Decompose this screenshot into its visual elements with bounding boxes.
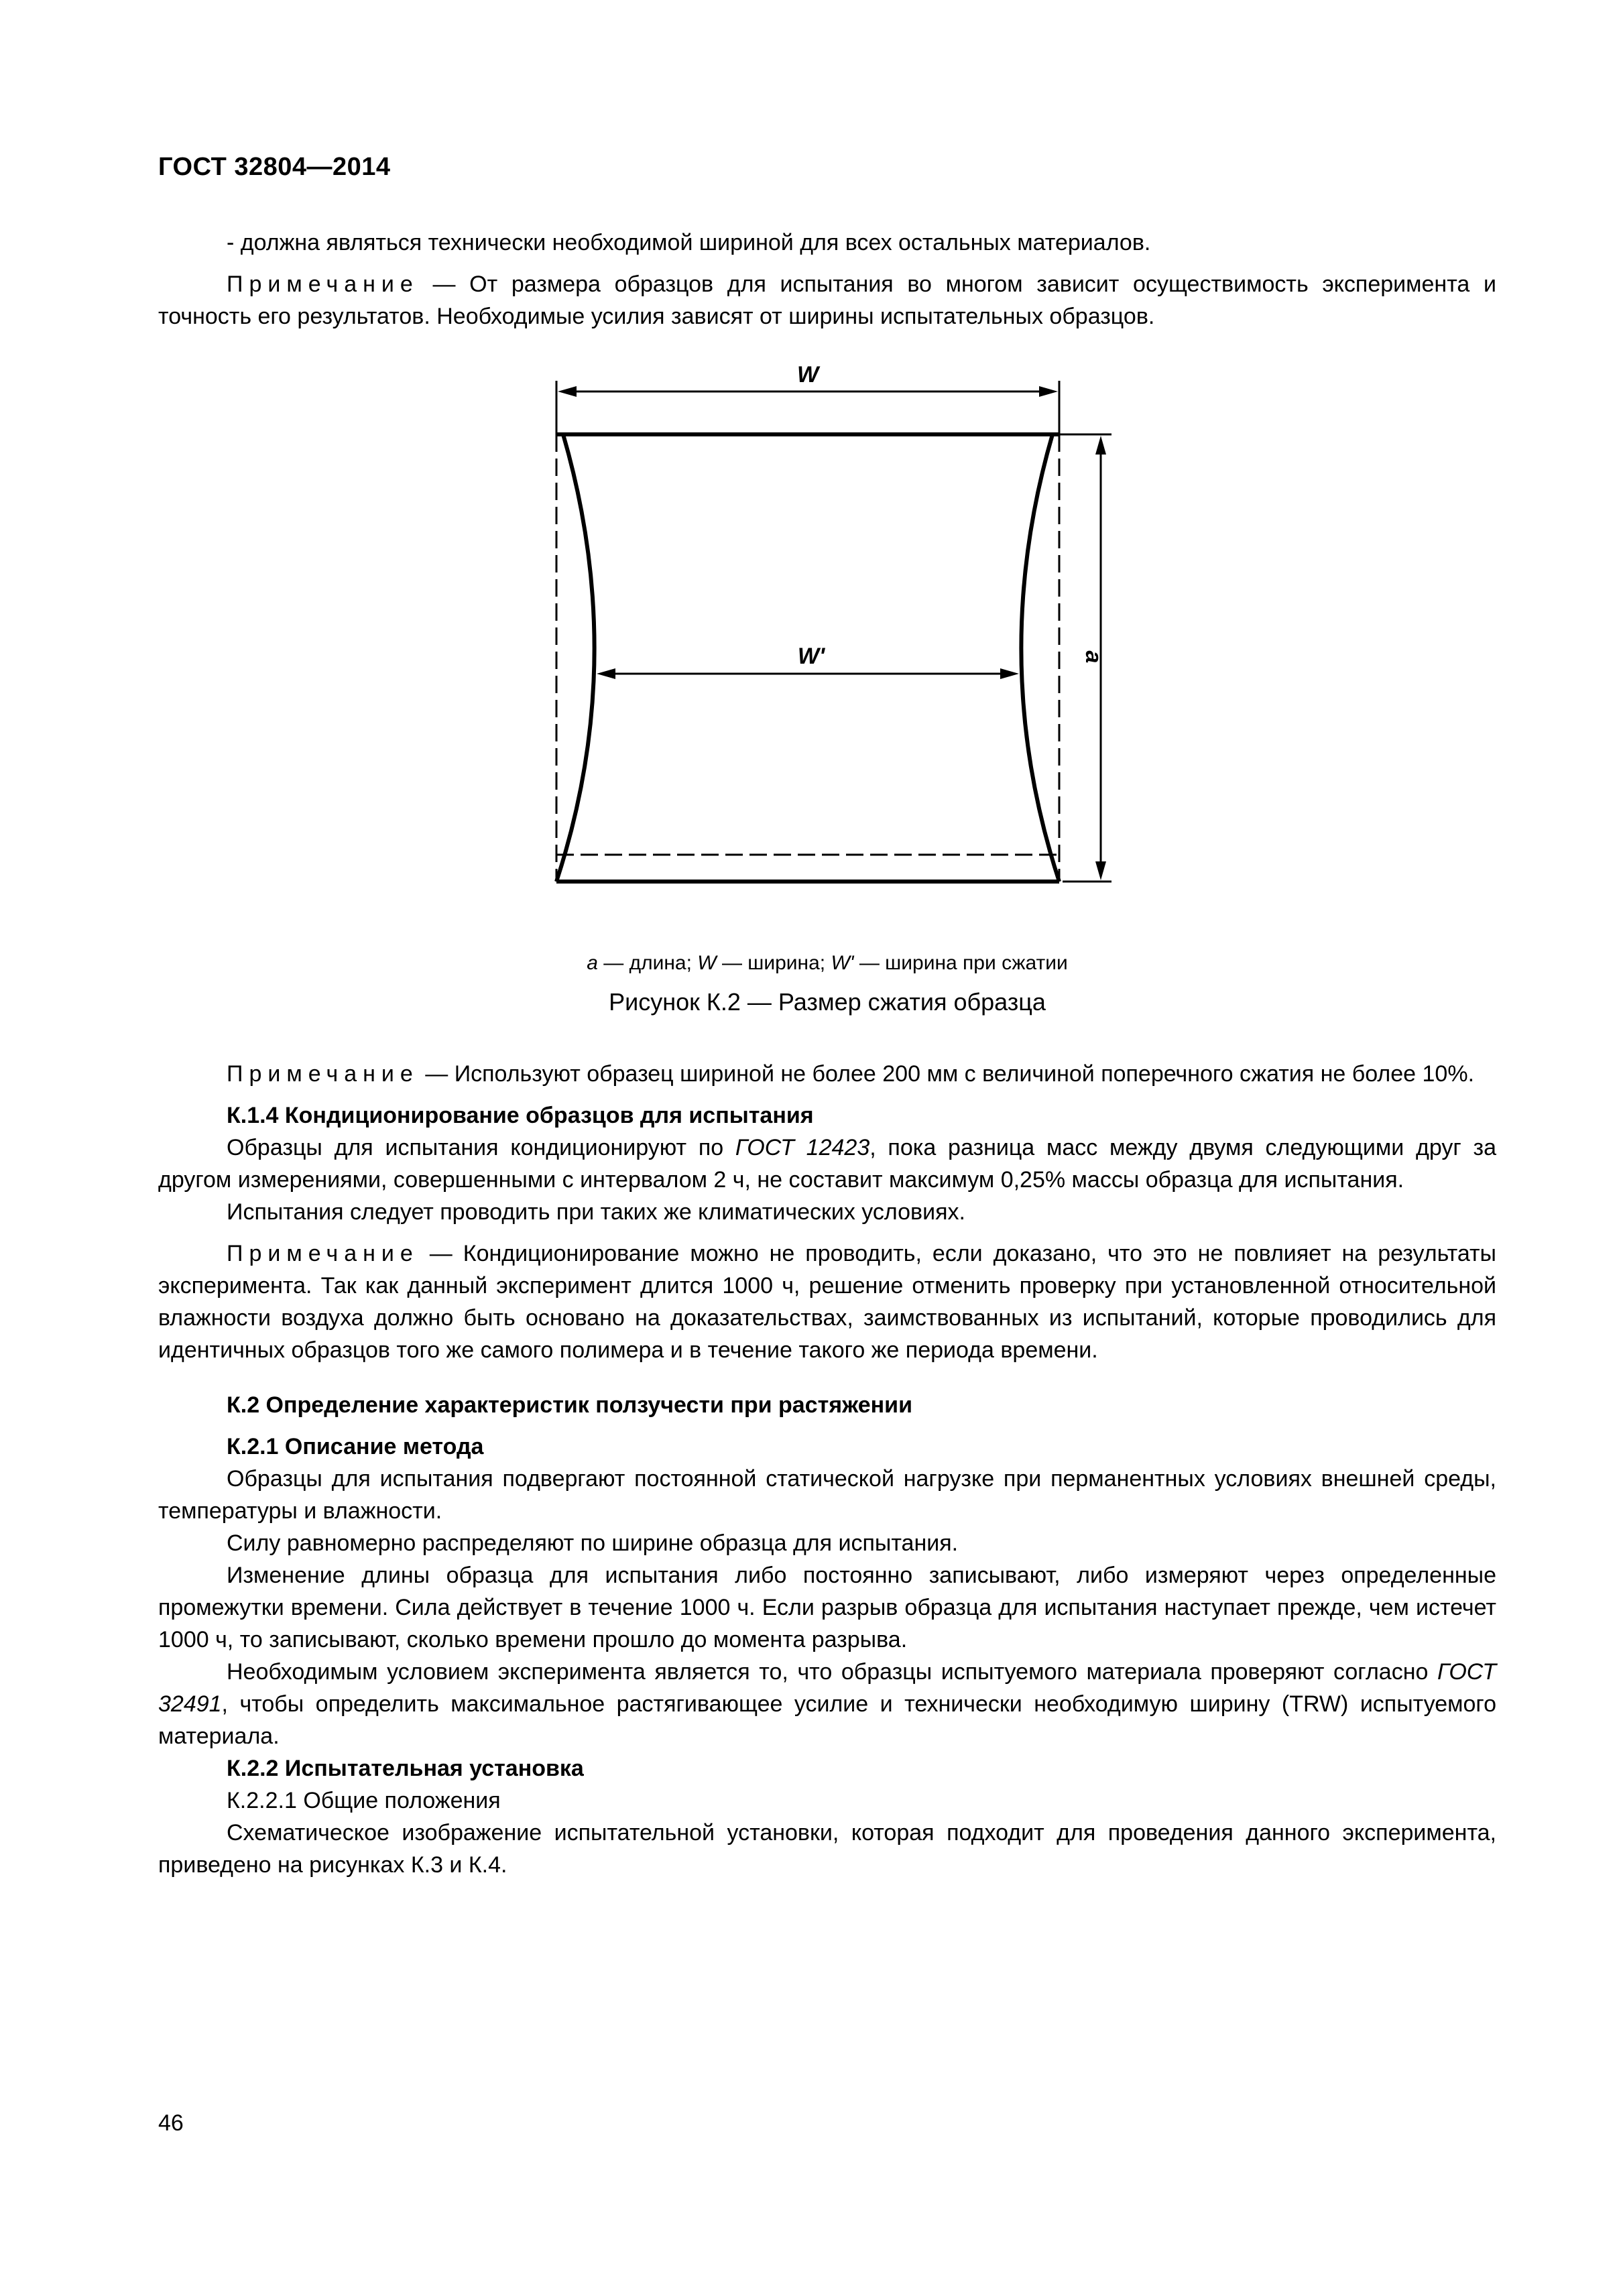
k14-paragraph-2: Испытания следует проводить при таких же климатических условиях. xyxy=(227,1199,965,1225)
section-k14-heading: К.1.4 Кондиционирование образцов для испытания xyxy=(227,1103,814,1128)
section-k221-heading: К.2.2.1 Общие положения xyxy=(227,1788,501,1813)
k21-paragraph-2: Силу равномерно распределяют по ширине образца для испытания. xyxy=(227,1530,959,1556)
specimen-right-edge xyxy=(1021,434,1059,882)
page-number: 46 xyxy=(158,2110,184,2136)
k14-p1-reference: ГОСТ 12423 xyxy=(735,1135,870,1160)
legend-wprime-symbol: W' xyxy=(831,952,854,974)
k14-p1-start: Образцы для испытания кондиционируют по xyxy=(227,1135,735,1160)
k21-p4-start: Необходимым условием эксперимента является то, что образцы испытуемого материала проверяют согласно xyxy=(227,1659,1437,1685)
wprime-arrow-right xyxy=(1000,668,1019,679)
k14-paragraph-1 xyxy=(158,1132,1496,1196)
a-arrow-top xyxy=(1095,436,1106,455)
w-arrow-right xyxy=(1039,386,1058,397)
compression-figure xyxy=(523,362,1126,939)
section-k22-heading: К.2.2 Испытательная установка xyxy=(227,1756,584,1781)
legend-wprime-text: — ширина при сжатии xyxy=(853,952,1068,974)
w-arrow-left xyxy=(558,386,577,397)
note-3-text: Кондиционирование можно не проводить, если доказано, что это не повлияет на результаты эксперимента. Так как данный эксперимент длится 1000 ч, решение отменить проверку при установленной относительной влажности воздуха должно быть основано на доказательствах, заимствованных из испытаний, которые проводились для идентичных образцов того же самого полимера и в течение такого же периода времени. xyxy=(158,1241,1496,1363)
k14-p1-end: , пока разница масс между двумя следующими друг за другом измерениями, совершенными с интервалом 2 ч, не составит максимум 0,25% массы образца для испытания. xyxy=(158,1135,1497,1193)
legend-w-text: — ширина; xyxy=(716,952,831,974)
note-2-dash: — xyxy=(418,1061,455,1087)
note-2-text: Используют образец шириной не более 200 мм с величиной поперечного сжатия не более 10%. xyxy=(454,1061,1475,1087)
figure-caption: Рисунок К.2 — Размер сжатия образца xyxy=(609,988,1046,1016)
intro-line: - должна являться технически необходимой шириной для всех остальных материалов. xyxy=(227,230,1151,255)
section-k21-heading: К.2.1 Описание метода xyxy=(227,1434,484,1459)
k21-p4-end: , чтобы определить максимальное растягивающее усилие и технически необходимую ширину (TRW) испытуемого материала. xyxy=(158,1691,1496,1749)
k21-paragraph-1: Образцы для испытания подвергают постоянной статической нагрузке при перманентных условиях внешней среды, температуры и влажности. xyxy=(158,1466,1496,1524)
note-1-label: Примечание xyxy=(227,271,419,297)
k21-p4-reference: ГОСТ 32491 xyxy=(158,1659,1496,1717)
intro-block xyxy=(158,227,1496,333)
a-label: a xyxy=(1081,650,1106,664)
note-3-label: Примечание xyxy=(227,1241,419,1266)
note-2-label: Примечание xyxy=(227,1061,419,1087)
note-1 xyxy=(158,268,1496,333)
wprime-arrow-left xyxy=(597,668,615,679)
document-header: ГОСТ 32804—2014 xyxy=(158,153,391,181)
note-3 xyxy=(158,1237,1496,1366)
wprime-label: W' xyxy=(797,644,825,669)
body-block xyxy=(158,1058,1496,1881)
note-1-dash: — xyxy=(418,271,470,297)
a-arrow-bottom xyxy=(1095,861,1106,880)
figure-legend xyxy=(158,952,1496,975)
legend-w-symbol: W xyxy=(697,952,717,974)
w-label: W xyxy=(796,362,819,387)
note-1-text: От размера образцов для испытания во многом зависит осуществимость эксперимента и точность его результатов. Необходимые усилия зависят от ширины испытательных образцов. xyxy=(158,271,1496,329)
note-2 xyxy=(158,1058,1496,1090)
specimen-left-edge xyxy=(556,434,595,882)
legend-a-symbol: a xyxy=(587,952,598,974)
note-3-dash: — xyxy=(418,1241,463,1266)
k21-paragraph-4 xyxy=(158,1656,1496,1752)
k221-paragraph: Схематическое изображение испытательной установки, которая подходит для проведения данного эксперимента, приведено на рисунках К.3 и К.4. xyxy=(158,1820,1496,1878)
section-k2-heading: К.2 Определение характеристик ползучести при растяжении xyxy=(227,1392,912,1418)
k21-paragraph-3: Изменение длины образца для испытания либо постоянно записывают, либо измеряют через определенные промежутки времени. Сила действует в течение 1000 ч. Если разрыв образца для испытания наступает прежде, чем истечет 1000 ч, то записывают, сколько времени прошло до момента разрыва. xyxy=(158,1563,1496,1652)
legend-a-text: — длина; xyxy=(597,952,698,974)
